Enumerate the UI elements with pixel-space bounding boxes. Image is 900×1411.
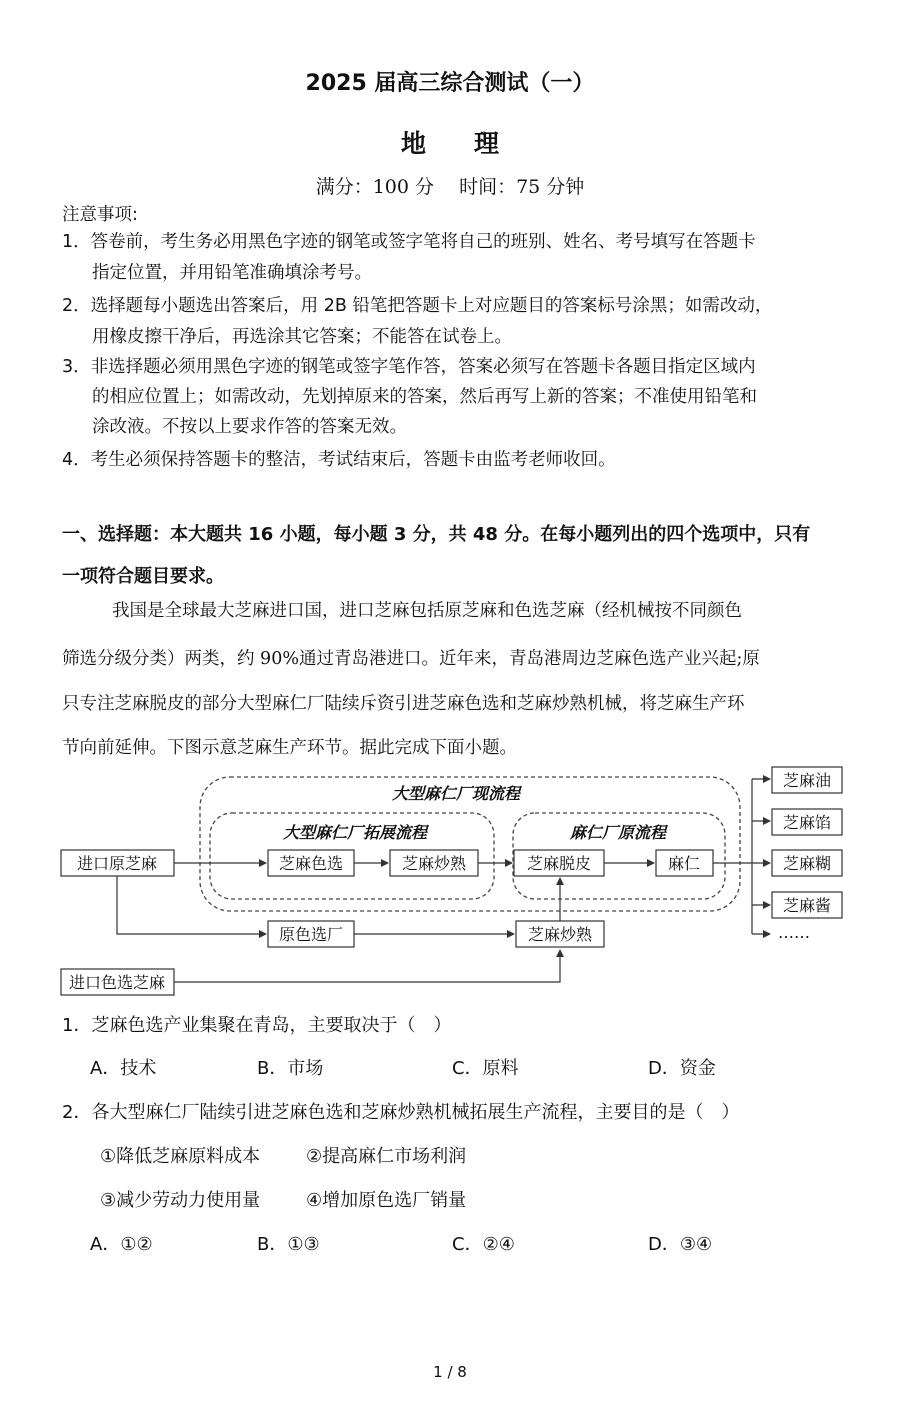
question-1-option-b[interactable]: B．市场 (257, 1058, 324, 1079)
question-2-statement-4: ④增加原色选厂销量 (306, 1190, 467, 1211)
node-roast-inner-label: 芝麻炒熟 (401, 854, 467, 873)
question-2-option-c[interactable]: C．②④ (452, 1234, 515, 1255)
node-color-sort (268, 850, 354, 876)
question-1-option-d[interactable]: D．资金 (648, 1058, 716, 1079)
current-process-label: 大型麻仁厂现流程 (391, 784, 521, 803)
question-2-statement-3: ③减少劳动力使用量 (100, 1190, 261, 1211)
product-sesame-sauce-label: 芝麻酱 (782, 896, 832, 915)
notice-item-3-cont2 (62, 415, 407, 439)
notice-item-3-line2: 的相应位置上；如需改动，先划掉原来的答案，然后再写上新的答案；不准使用铅笔和 (92, 387, 757, 407)
product-sesame-filling (772, 809, 842, 835)
notice-item-1-line2: 指定位置，并用铅笔准确填涂考号。 (92, 263, 372, 283)
node-import-sorted-label: 进口色选芝麻 (68, 973, 166, 992)
notice-item-1-cont (62, 261, 372, 285)
question-2-statement-2: ②提高麻仁市场利润 (306, 1146, 467, 1167)
passage-line-3: 只专注芝麻脱皮的部分大型麻仁厂陆续斥资引进芝麻色选和芝麻炒熟机械，将芝麻生产环 (62, 694, 745, 714)
passage-line-4: 节向前延伸。下图示意芝麻生产环节。据此完成下面小题。 (62, 738, 517, 758)
notice-item-3-cont1 (62, 385, 757, 409)
product-more-ellipsis: …… (778, 923, 810, 942)
product-sesame-sauce (772, 892, 842, 918)
node-import-raw-label: 进口原芝麻 (76, 854, 158, 873)
page-number: 1 / 8 (433, 1363, 467, 1381)
notice-item-2-line1: 2．选择题每小题选出答案后，用 2B 铅笔把答题卡上对应题目的答案标号涂黑；如需改动， (62, 296, 773, 316)
original-process-label: 麻仁厂原流程 (569, 823, 667, 842)
exam-title: 2025 届高三综合测试（一） (305, 71, 595, 96)
subject-title: 地理 (400, 129, 547, 158)
expanded-process-label: 大型麻仁厂拓展流程 (282, 823, 428, 842)
passage-line-2: 筛选分级分类）两类，约 90%通过青岛港进口。近年来，青岛港周边芝麻色选产业兴起;原 (62, 649, 760, 669)
question-2-stem: 2．各大型麻仁厂陆续引进芝麻色选和芝麻炒熟机械拓展生产流程，主要目的是（ ） (62, 1102, 740, 1123)
notice-item-4 (62, 448, 616, 472)
product-sesame-oil-label: 芝麻油 (782, 771, 832, 790)
notice-item-3-line3: 涂改液。不按以上要求作答的答案无效。 (92, 417, 407, 437)
node-raw-sort-plant (268, 921, 354, 947)
question-1-option-c[interactable]: C．原料 (452, 1058, 519, 1079)
notice-item-2-cont (62, 325, 512, 349)
node-roast-outer (516, 921, 604, 947)
section-heading-line2: 一项符合题目要求。 (62, 566, 224, 587)
notice-item-1 (62, 230, 756, 254)
question-2-option-d[interactable]: D．③④ (648, 1234, 713, 1255)
product-sesame-filling-label: 芝麻馅 (782, 813, 832, 832)
node-kernel-label: 麻仁 (667, 854, 701, 873)
notice-item-3 (62, 355, 756, 379)
node-color-sort-label: 芝麻色选 (278, 854, 344, 873)
sesame-flow-diagram (0, 760, 900, 1000)
question-1-stem: 1．芝麻色选产业集聚在青岛，主要取决于（ ） (62, 1015, 452, 1036)
question-2-statement-1: ①降低芝麻原料成本 (100, 1146, 261, 1167)
notice-item-1-line1: 1．答卷前，考生务必用黑色字迹的钢笔或签字笔将自己的班别、姓名、考号填写在答题卡 (62, 232, 756, 252)
product-sesame-oil (772, 767, 842, 793)
notice-item-4-line1: 4．考生必须保持答题卡的整洁，考试结束后，答题卡由监考老师收回。 (62, 450, 616, 470)
product-sesame-paste-drink-label: 芝麻糊 (782, 854, 832, 873)
notice-item-3-line1: 3．非选择题必须用黑色字迹的钢笔或签字笔作答，答案必须写在答题卡各题目指定区域内 (62, 357, 756, 377)
node-roast-inner (390, 850, 478, 876)
question-2-option-a[interactable]: A．①② (90, 1234, 153, 1255)
node-dehull (514, 850, 604, 876)
notice-item-2-line2: 用橡皮擦干净后，再选涂其它答案；不能答在试卷上。 (92, 327, 512, 347)
question-1-option-a[interactable]: A．技术 (90, 1058, 157, 1079)
node-raw-sort-plant-label: 原色选厂 (278, 925, 344, 944)
node-roast-outer-label: 芝麻炒熟 (527, 925, 593, 944)
section-heading-line1: 一、选择题：本大题共 16 小题，每小题 3 分，共 48 分。在每小题列出的四个选项中，只有 (62, 524, 811, 545)
node-dehull-label: 芝麻脱皮 (526, 854, 592, 873)
node-import-sorted-sesame (61, 969, 174, 995)
node-import-raw-sesame (61, 850, 174, 876)
product-sesame-paste-drink (772, 850, 842, 876)
notice-heading: 注意事项: (62, 205, 138, 225)
passage-line-1: 我国是全球最大芝麻进口国，进口芝麻包括原芝麻和色选芝麻（经机械按不同颜色 (112, 601, 742, 621)
question-2-option-b[interactable]: B．①③ (257, 1234, 320, 1255)
score-time-info: 满分：100 分 时间：75 分钟 (315, 176, 585, 198)
notice-item-2 (62, 294, 772, 318)
node-kernel (656, 850, 713, 876)
